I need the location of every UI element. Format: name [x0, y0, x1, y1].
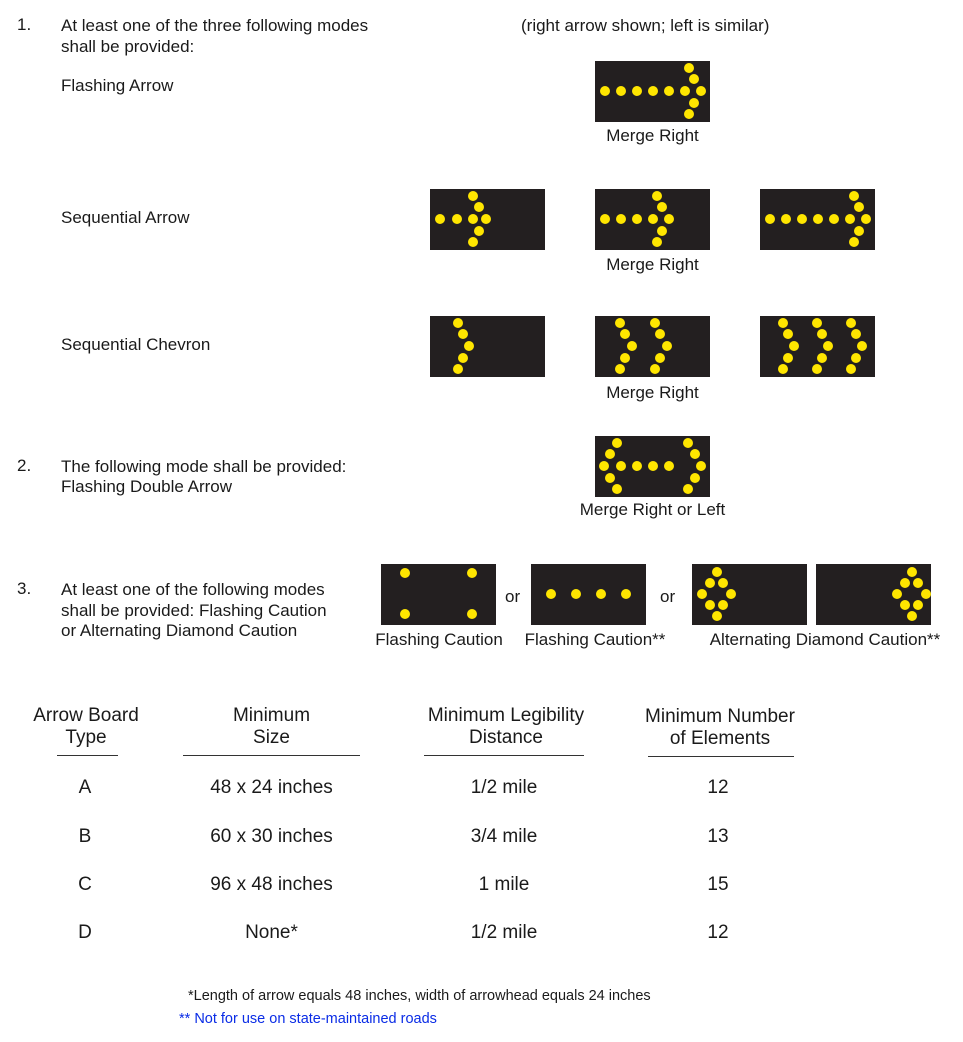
row-d-distance: 1/2 mile — [470, 922, 538, 943]
header-minimum-legibility-line-1: Minimum Legibility — [427, 705, 585, 726]
footnote-double-star: ** Not for use on state-maintained roads — [179, 1011, 437, 1027]
row-d-elements: 12 — [707, 922, 729, 943]
sequential-arrow-board-2 — [595, 189, 710, 250]
row-d-size: None* — [245, 922, 298, 943]
diamond-caution-board-2 — [816, 564, 931, 625]
flashing-arrow-caption: Merge Right — [606, 126, 699, 145]
row-c-size: 96 x 48 inches — [210, 874, 333, 895]
diamond-caution-lamps-2 — [816, 564, 931, 625]
or-separator-1: or — [505, 587, 521, 606]
item-2-number: 2. — [17, 456, 32, 475]
mode-sequential-chevron-label: Sequential Chevron — [61, 335, 211, 354]
item-1-line-1: At least one of the three following modes — [61, 16, 369, 35]
header-minimum-elements-line-2: of Elements — [669, 728, 771, 749]
sequential-arrow-lamps-2 — [595, 189, 710, 250]
header-minimum-size — [183, 705, 360, 749]
row-b-type: B — [78, 826, 92, 847]
diamond-caution-lamps-1 — [692, 564, 807, 625]
header-rule-1 — [57, 755, 118, 756]
flashing-caution-corners-board — [381, 564, 496, 625]
sequential-arrow-lamps-1 — [430, 189, 545, 250]
row-a-elements: 12 — [707, 777, 729, 798]
header-minimum-legibility — [410, 705, 602, 749]
sequential-chevron-board-1 — [430, 316, 545, 377]
sequential-chevron-lamps-3 — [760, 316, 875, 377]
flashing-caution-line-lamps — [531, 564, 646, 625]
flashing-caution-ns-caption: Flashing Caution** — [524, 630, 666, 649]
sequential-arrow-board-1 — [430, 189, 545, 250]
header-minimum-size-line-1: Minimum — [232, 705, 311, 726]
item-3-line-1: At least one of the following modes — [61, 580, 325, 599]
flashing-arrow-lamps — [595, 61, 710, 122]
item-2-line-1: The following mode shall be provided: — [61, 457, 347, 476]
double-arrow-board — [595, 436, 710, 497]
sequential-arrow-board-3 — [760, 189, 875, 250]
header-minimum-size-line-2: Size — [253, 727, 290, 748]
footnote-star: *Length of arrow equals 48 inches, width of arrowhead equals 24 inches — [188, 988, 651, 1004]
mode-sequential-arrow-label: Sequential Arrow — [61, 208, 190, 227]
header-rule-2 — [183, 755, 360, 756]
item-3-number: 3. — [17, 579, 32, 598]
item-3-line-3: or Alternating Diamond Caution — [61, 621, 298, 640]
header-arrow-board-type-line-1: Arrow Board — [33, 705, 139, 726]
sequential-chevron-lamps-2 — [595, 316, 710, 377]
double-arrow-caption: Merge Right or Left — [579, 500, 726, 519]
row-c-elements: 15 — [707, 874, 729, 895]
row-b-elements: 13 — [707, 826, 729, 847]
header-minimum-elements — [630, 706, 810, 750]
row-c-distance: 1 mile — [478, 874, 530, 895]
header-minimum-legibility-line-2: Distance — [469, 727, 543, 748]
or-separator-2: or — [660, 587, 676, 606]
header-arrow-board-type — [6, 705, 166, 749]
row-b-distance: 3/4 mile — [470, 826, 538, 847]
item-1-number: 1. — [17, 15, 32, 34]
mode-flashing-arrow-label: Flashing Arrow — [61, 76, 174, 95]
flashing-caution-line-board — [531, 564, 646, 625]
header-arrow-board-type-line-2: Type — [65, 727, 107, 748]
flashing-arrow-board — [595, 61, 710, 122]
sequential-arrow-lamps-3 — [760, 189, 875, 250]
double-arrow-lamps — [595, 436, 710, 497]
header-rule-3 — [424, 755, 584, 756]
item-1-line-2: shall be provided: — [61, 37, 195, 56]
sequential-chevron-board-3 — [760, 316, 875, 377]
flashing-caution-caption: Flashing Caution — [375, 630, 503, 649]
row-a-size: 48 x 24 inches — [210, 777, 333, 798]
header-rule-4 — [648, 756, 794, 757]
row-a-type: A — [78, 777, 92, 798]
diamond-caution-board-1 — [692, 564, 807, 625]
sequential-arrow-caption: Merge Right — [606, 255, 699, 274]
row-d-type: D — [78, 922, 92, 943]
sequential-chevron-lamps-1 — [430, 316, 545, 377]
sequential-chevron-caption: Merge Right — [606, 383, 699, 402]
item-3-line-2: shall be provided: Flashing Caution — [61, 601, 327, 620]
flashing-caution-corners-lamps — [381, 564, 496, 625]
row-b-size: 60 x 30 inches — [210, 826, 333, 847]
sequential-chevron-board-2 — [595, 316, 710, 377]
item-2-line-2: Flashing Double Arrow — [61, 477, 233, 496]
row-c-type: C — [78, 874, 92, 895]
right-arrow-note: (right arrow shown; left is similar) — [521, 16, 770, 35]
row-a-distance: 1/2 mile — [470, 777, 538, 798]
header-minimum-elements-line-1: Minimum Number — [645, 706, 795, 727]
alternating-diamond-caption: Alternating Diamond Caution** — [709, 630, 941, 649]
